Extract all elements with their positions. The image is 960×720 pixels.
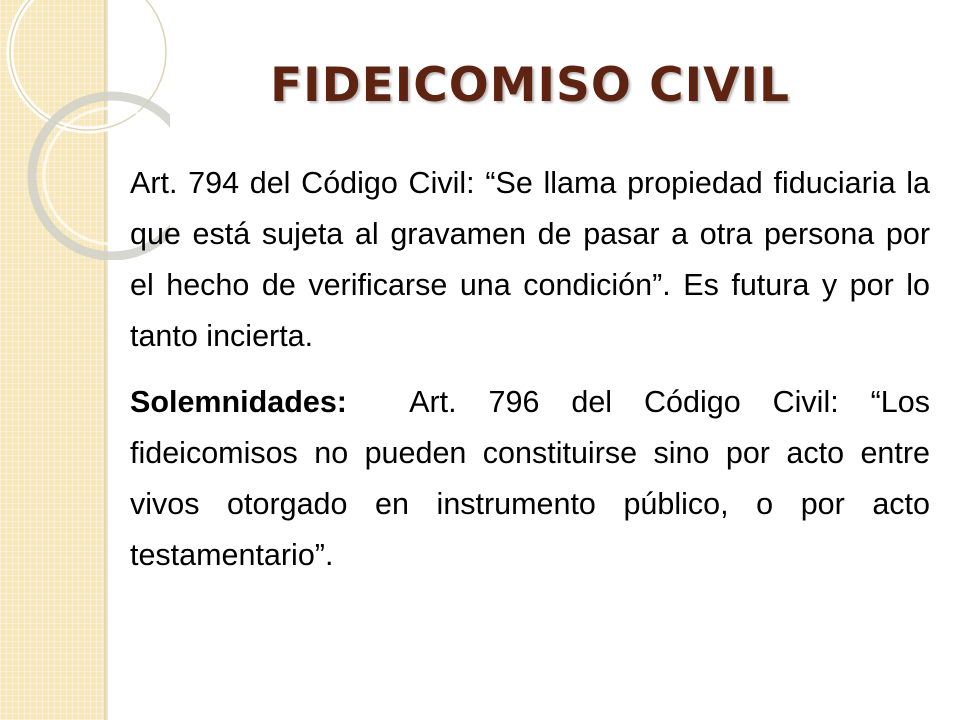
solemnidades-heading: Solemnidades: <box>130 385 347 419</box>
paragraph-article-796-text: Art. 796 del Código Civil: “Los fideicomisos no pueden constituirse sino por acto entre vivos otorgado en instrumento público, o por acto testamentario”. <box>130 385 939 572</box>
paragraph-article-794-text: Art. 794 del Código Civil: “Se llama propiedad fiduciaria la que está sujeta al gravamen de pasar a otra persona por el hecho de verificarse una condición”. Es futura y por lo tanto incierta. <box>130 166 930 353</box>
slide-title: FIDEICOMISO CIVIL <box>270 58 790 113</box>
slide-body <box>130 158 939 581</box>
paragraph-article-794 <box>130 158 930 362</box>
paragraph-solemnidades <box>130 377 939 581</box>
